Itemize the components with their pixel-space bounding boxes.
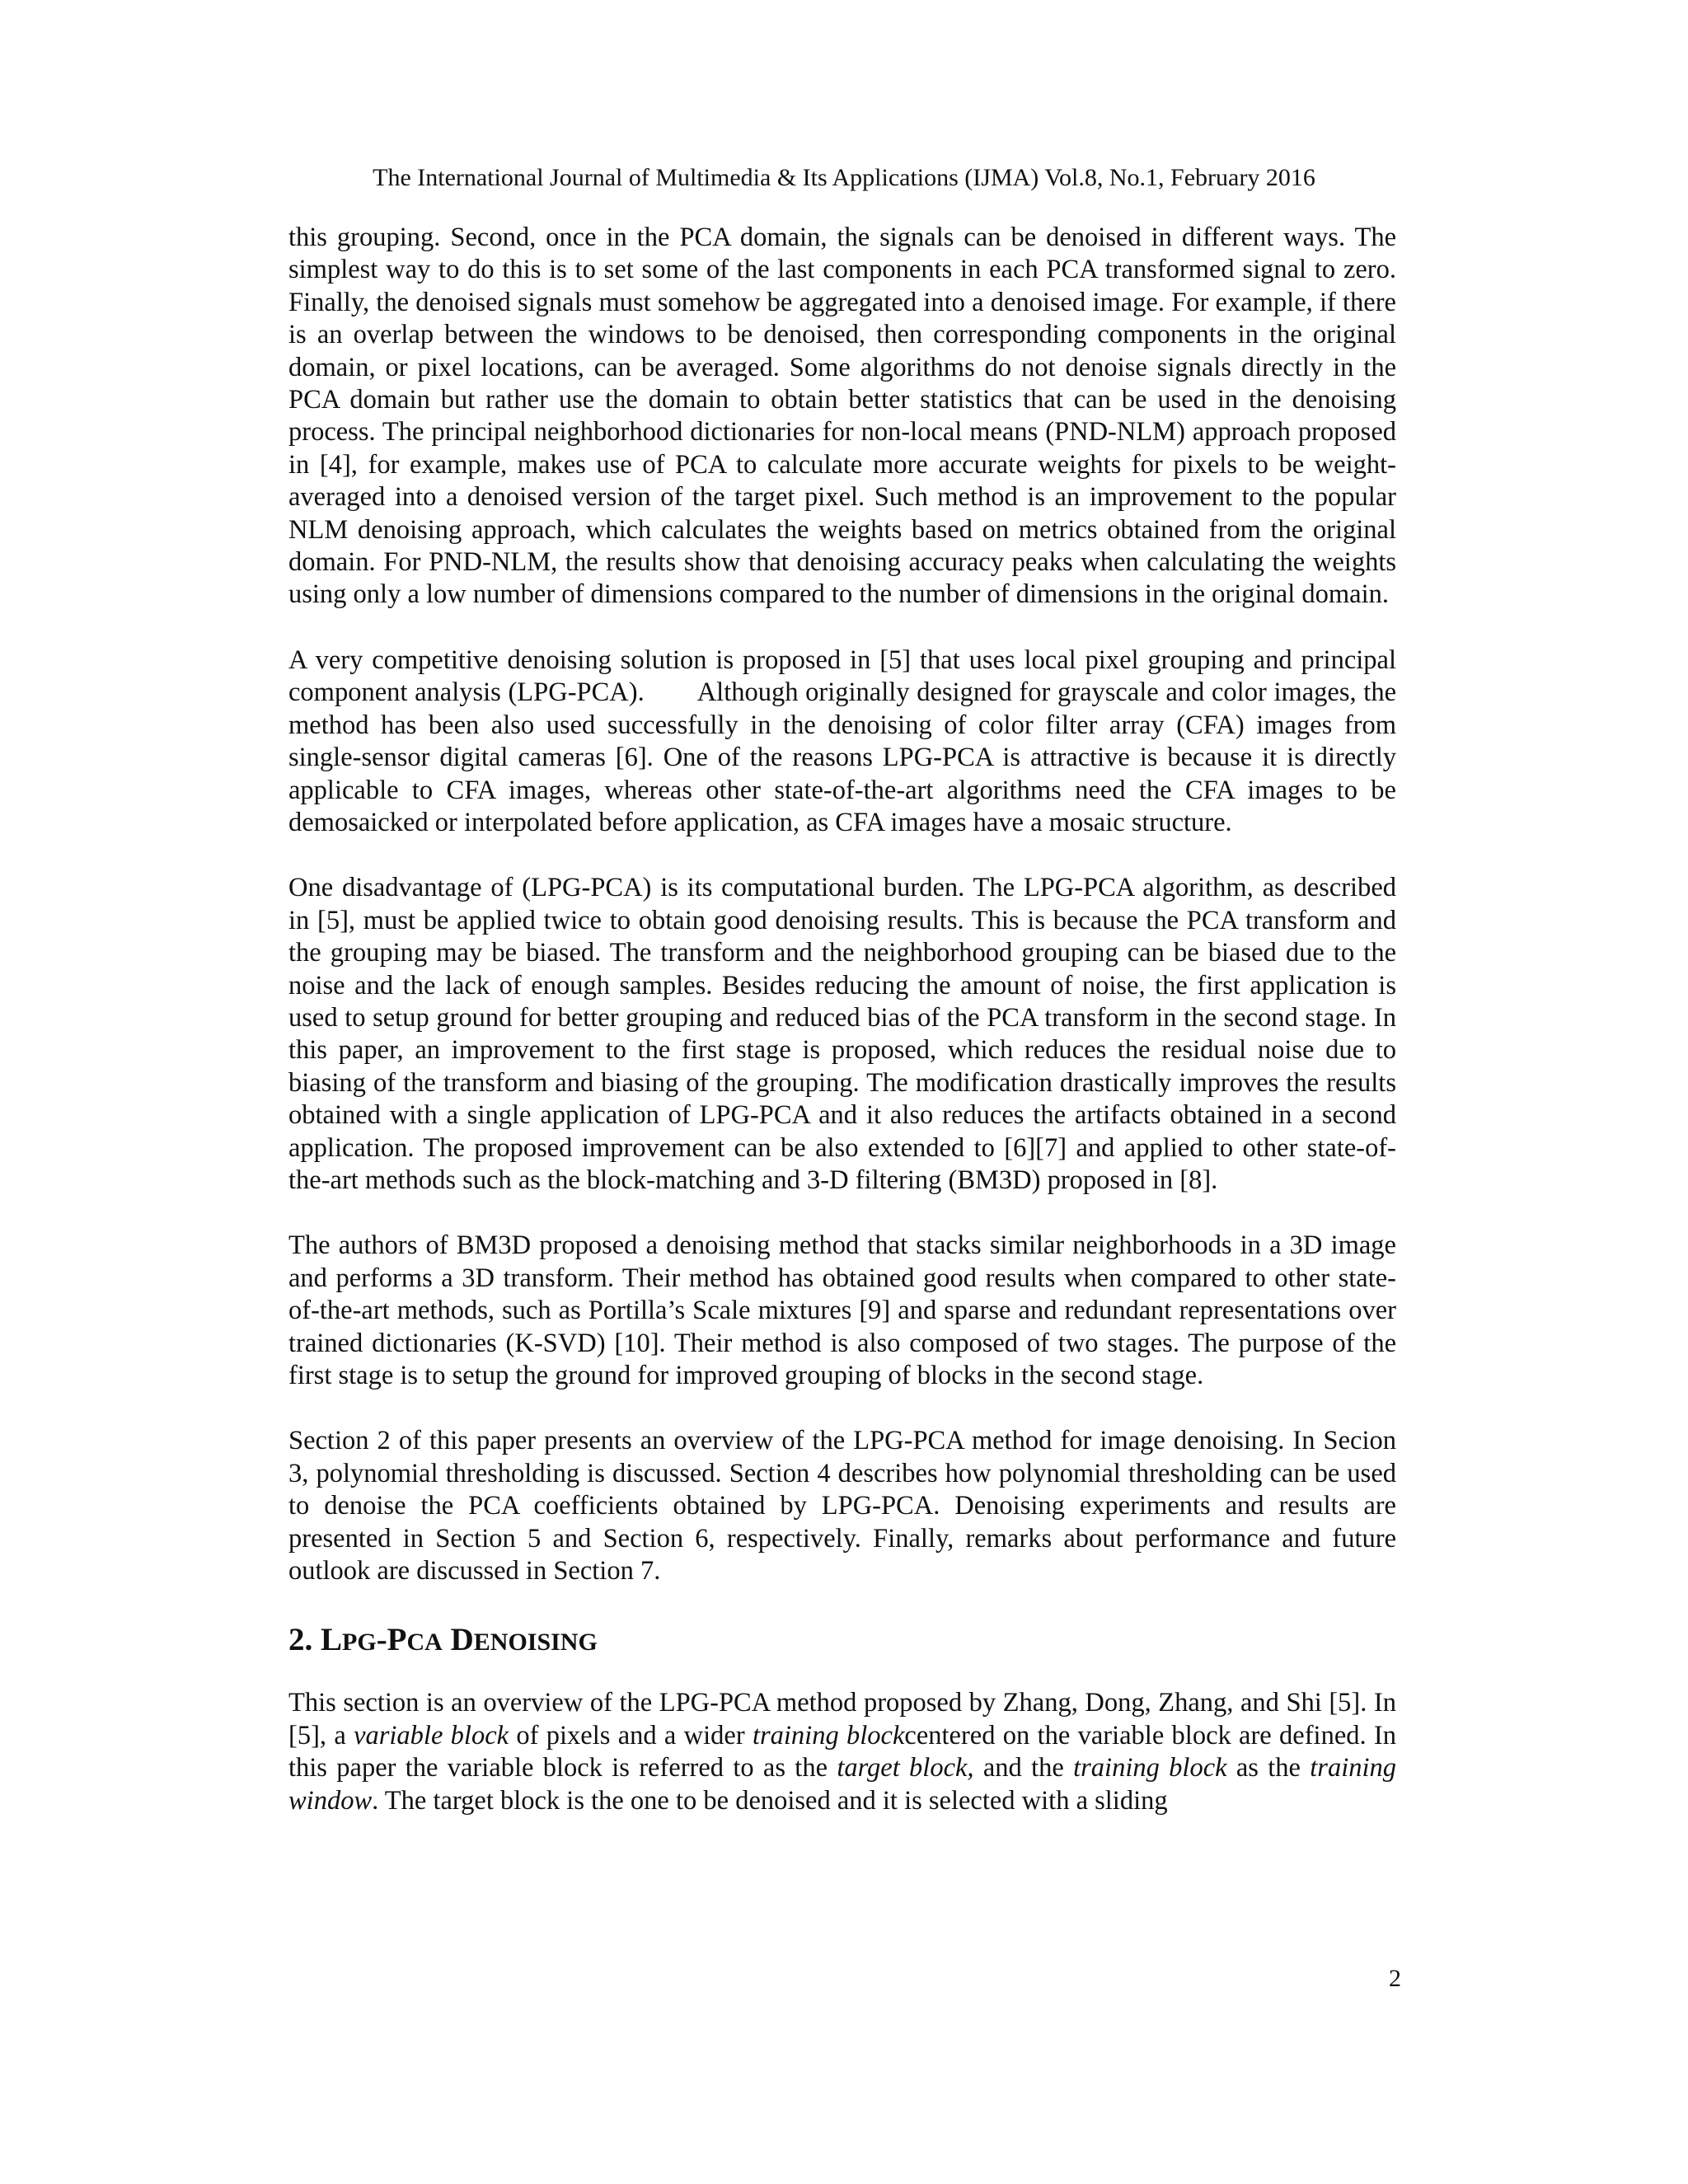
text-run: . The target block is the one to be denoised and it is selected with a sliding — [372, 1785, 1168, 1816]
section-title-part: L — [321, 1622, 343, 1658]
section-title-part: PG — [342, 1629, 377, 1657]
term-variable-block: variable block — [354, 1720, 509, 1750]
text-run: centered on the variable block are defined. In this paper the variable block is referred to as the — [288, 1720, 1396, 1783]
paragraph-computational-burden: One disadvantage of (LPG-PCA) is its computational burden. The LPG-PCA algorithm, as described in [5], must be applied twice to obtain good denoising results. This is because the PCA transform and the grouping may be biased. The transform and the neighborhood grouping can be biased due to the noise and the lack of enough samples. Besides reducing the amount of noise, the first application is used to setup ground for better grouping and reduced bias of the PCA transform in the second stage. In this paper, an improvement to the first stage is proposed, which reduces the residual noise due to biasing of the transform and biasing of the grouping. The modification drastically improves the results obtained with a single application of LPG-PCA and it also reduces the artifacts obtained in a second application. The proposed improvement can be also extended to [6][7] and applied to other state-of-the-art methods such as the block-matching and 3-D filtering (BM3D) proposed in [8]. — [288, 873, 1396, 1195]
term-training-window: training window — [288, 1753, 1397, 1816]
running-header: The International Journal of Multimedia & Its Applications (IJMA) Vol.8, No.1, February 2016 — [373, 164, 1315, 191]
section-title-part: D — [442, 1622, 474, 1658]
paragraph-pca-grouping: this grouping. Second, once in the PCA domain, the signals can be denoised in different ways. The simplest way to do this is to set some of the last components in each PCA transformed signal to zero. Finally, the denoised signals must somehow be aggregated into a denoised image. For example, if there is an overlap between the windows to be denoised, then corresponding components in the original domain, or pixel locations, can be averaged. Some algorithms do not denoise signals directly in the PCA domain but rather use the domain to obtain better statistics that can be used in the denoising process. The principal neighborhood dictionaries for non-local means (PND-NLM) approach proposed in [4], for example, makes use of PCA to calculate more accurate weights for pixels to be weight-averaged into a denoised version of the target pixel. Such method is an improvement to the popular NLM denoising approach, which calculates the weights based on metrics obtained from the original domain. For PND-NLM, the results show that denoising accuracy peaks when calculating the weights using only a low number of dimensions compared to the number of dimensions in the original domain. — [288, 223, 1396, 610]
text-run: of pixels and a wider — [509, 1720, 753, 1750]
paragraph-section2-overview — [288, 1687, 1396, 1817]
section-title-part: ENOISING — [473, 1629, 598, 1657]
paragraph-bm3d: The authors of BM3D proposed a denoising method that stacks similar neighborhoods in a 3D image and performs a 3D transform. Their method has obtained good results when compared to other state-of-the-art methods, such as Portilla’s Scale mixtures [9] and sparse and redundant representations over trained dictionaries (K-SVD) [10]. Their method is also composed of two stages. The purpose of the first stage is to setup the ground for improved grouping of blocks in the second stage. — [288, 1230, 1396, 1390]
paragraph-paper-outline: Section 2 of this paper presents an overview of the LPG-PCA method for image denoising. In Secion 3, polynomial thresholding is discussed. Section 4 describes how polynomial thresholding can be used to denoise the PCA coefficients obtained by LPG-PCA. Denoising experiments and results are presented in Section 5 and Section 6, respectively. Finally, remarks about performance and future outlook are discussed in Section 7. — [288, 1426, 1396, 1586]
paragraph-lpg-pca-intro — [288, 644, 1396, 839]
page-body — [288, 222, 1396, 1817]
section-title-part: CA — [406, 1629, 443, 1657]
term-training-block: training block — [1073, 1753, 1227, 1783]
section-title-part: -P — [376, 1622, 407, 1658]
term-target-block: target block, — [837, 1753, 974, 1783]
section-number: 2. — [288, 1622, 313, 1658]
text-run: This section is an overview of the LPG-PCA method proposed by Zhang, Dong, Zhang, and Shi [5]. In [5], a — [288, 1688, 1396, 1750]
section-heading-lpg-pca-denoising — [288, 1620, 1396, 1662]
page-number: 2 — [1389, 1965, 1401, 1992]
paragraph-lpg-pca-intro-part2: Although originally designed for grayscale and color images, the method has been also used successfully in the denoising of color filter array (CFA) images from single-sensor digital cameras [6]. One of the reasons LPG-PCA is attractive is because it is directly applicable to CFA images, whereas other state-of-the-art algorithms need the CFA images to be demosaicked or interpolated before application, as CFA images have a mosaic structure. — [288, 677, 1397, 837]
paragraph-lpg-pca-intro-part1: A very competitive denoising solution is proposed in [5] that uses local pixel grouping and principal component analysis (LPG-PCA). — [288, 644, 1396, 708]
text-run: and the — [973, 1753, 1074, 1783]
text-run: as the — [1226, 1753, 1311, 1783]
term-training-block: training block — [752, 1720, 905, 1750]
